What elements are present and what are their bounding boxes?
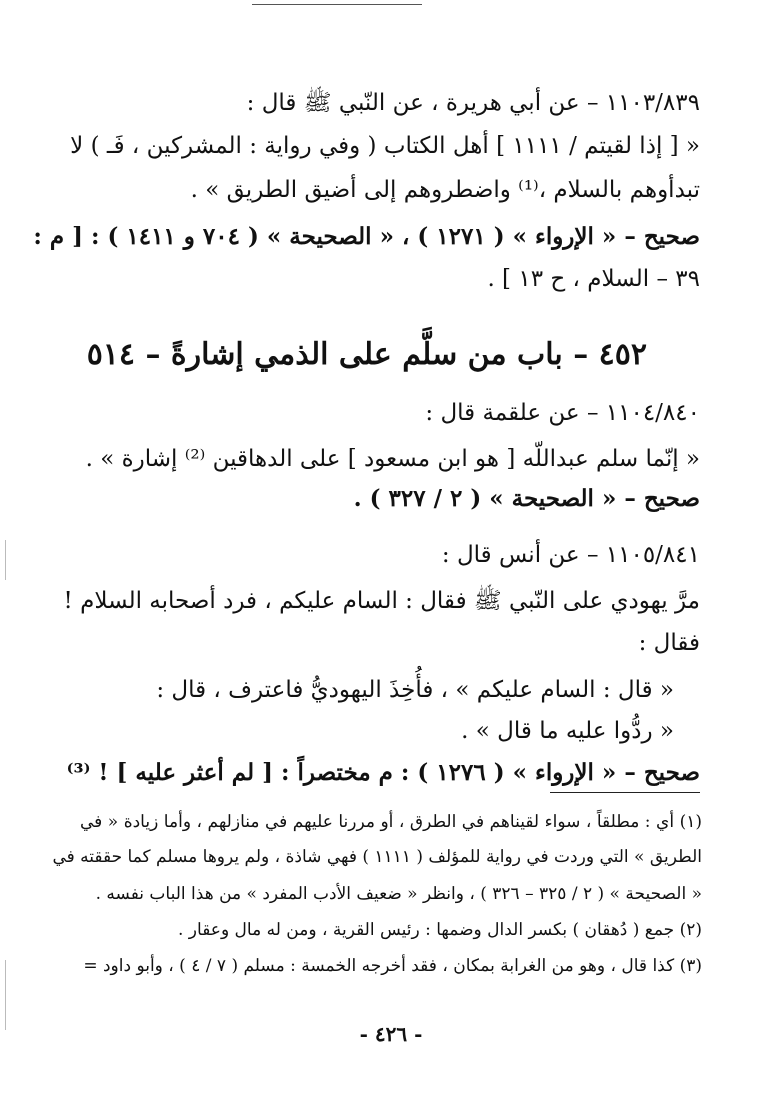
hadith-841-line-4: « قال : السام عليكم » ، فأُخِذَ اليهوديُّ فاعترف ، قال :	[156, 677, 674, 703]
hadith-841-grading: صحيح – « الإرواء » ( ١٢٧٦ ) : م مختصراً : [ لم أعثر عليه ] ! ⁽³⁾	[66, 759, 700, 786]
hadith-841-line-3: فقال :	[638, 630, 700, 656]
hadith-841-line-2: مرَّ يهودي على النّبي ﷺ فقال : السام عليكم ، فرد أصحابه السلام !	[63, 588, 700, 614]
hadith-839-line-2: « [ إذا لقيتم / ١١١١ ] أهل الكتاب ( وفي رواية : المشركين ، فَـ ) لا	[70, 133, 700, 159]
footnote-1-line-1: (١) أي : مطلقاً ، سواء لقيناهم في الطرق ، أو مررنا عليهم في منازلهم ، وأما زيادة « في	[80, 812, 702, 832]
hadith-841-line-5: « ردُّوا عليه ما قال » .	[461, 718, 674, 744]
footnote-1-line-3: « الصحيحة » ( ٢ / ٣٢٥ – ٣٢٦ ) ، وانظر « ضعيف الأدب المفرد » من هذا الباب نفسه .	[95, 884, 702, 904]
page-number: - ٤٢٦ -	[359, 1022, 423, 1046]
hadith-840-line-1: ١١٠٤/٨٤٠ – عن علقمة قال :	[425, 400, 700, 426]
hadith-840-grading: صحيح – « الصحيحة » ( ٢ / ٣٢٧ ) .	[353, 485, 700, 512]
hadith-841-line-1: ١١٠٥/٨٤١ – عن أنس قال :	[441, 542, 700, 568]
footnote-2: (٢) جمع ( دُهقان ) بكسر الدال وضمها : رئيس القرية ، ومن له مال وعقار .	[178, 920, 702, 940]
chapter-heading: ٤٥٢ – باب من سلَّم على الذمي إشارةً – ٥١٤	[86, 337, 647, 372]
footnote-3: (٣) كذا قال ، وهو من الغرابة بمكان ، فقد أخرجه الخمسة : مسلم ( ٧ / ٤ ) ، وأبو داود =	[83, 956, 702, 976]
footnote-1-line-2: الطريق » التي وردت في رواية للمؤلف ( ١١١١ ) فهي شاذة ، ولم يروها مسلم كما حققته في	[52, 847, 702, 867]
hadith-839-line-1: ١١٠٣/٨٣٩ – عن أبي هريرة ، عن النّبي ﷺ قال :	[246, 90, 700, 116]
hadith-839-line-3: تبدأوهم بالسلام ،⁽¹⁾ واضطروهم إلى أضيق الطريق » .	[190, 177, 700, 203]
hadith-839-grading: صحيح – « الإرواء » ( ١٢٧١ ) ، « الصحيحة » ( ٧٠٤ و ١٤١١ ) : [ م :	[33, 223, 700, 250]
hadith-840-line-2: « إنّما سلم عبداللّه [ هو ابن مسعود ] على الدهاقين ⁽²⁾ إشارة » .	[85, 446, 700, 472]
hadith-839-grading-cont: ٣٩ – السلام ، ح ١٣ ] .	[487, 266, 700, 292]
footnote-separator	[550, 792, 700, 793]
